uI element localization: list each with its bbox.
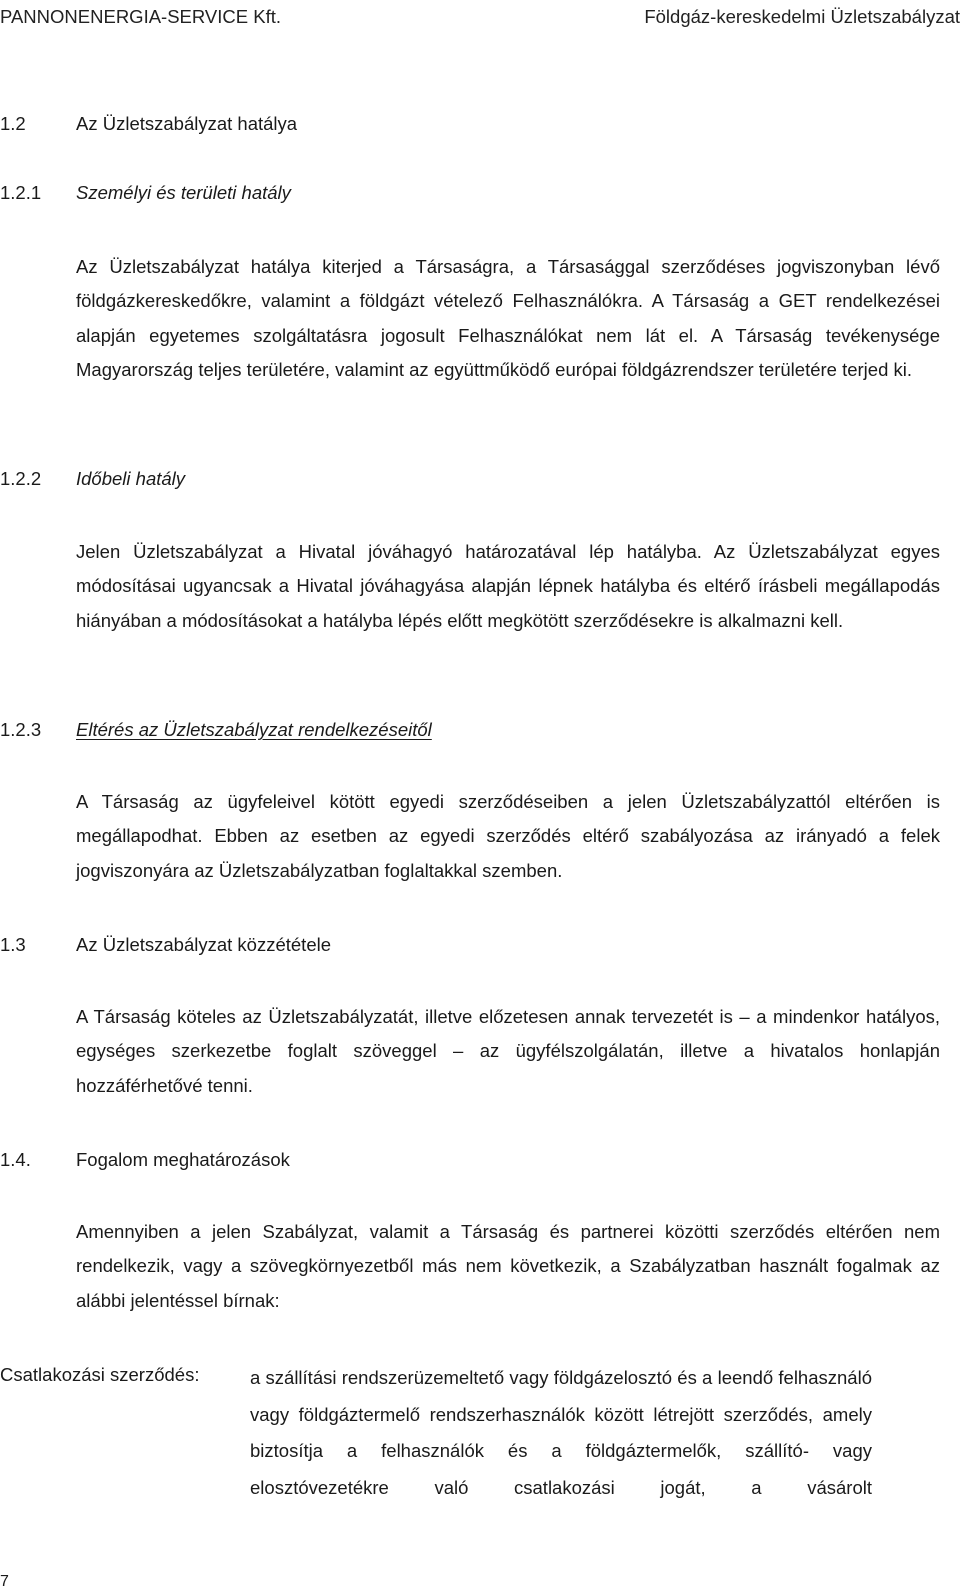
section-title: Az Üzletszabályzat közzététele — [76, 934, 332, 955]
definition-body: a szállítási rendszerüzemeltető vagy földgázelosztó és a leendő felhasználó vagy földgáztermelő rendszerhasználók között létrejött szerződés, amely biztosítja a felhasználók és a földgáztermelők, szállító- vagy elosztóvezetékre való csatlakozási jogát, a vásárolt — [250, 1367, 872, 1498]
section-1-3-paragraph — [76, 1000, 940, 1103]
section-number: 1.3 — [0, 934, 26, 955]
section-number: 1.2.2 — [0, 468, 42, 489]
paragraph-text: A Társaság köteles az Üzletszabályzatát, illetve előzetesen annak tervezetét is – a mindenkor hatályos, egységes szerkezetbe foglalt szöveggel – az ügyfélszolgálatán, illetve a hivatalos honlapján hozzáférhetővé tenni. — [76, 1006, 940, 1096]
section-number: 1.4. — [0, 1149, 31, 1170]
paragraph-text: Amennyiben a jelen Szabályzat, valamit a Társaság és partnerei közötti szerződés eltérően nem rendelkezik, vagy a szövegkörnyezetből más nem következik, a Szabályzatban használt fogalmak az alábbi jelentéssel bírnak: — [76, 1221, 940, 1311]
section-title: Eltérés az Üzletszabályzat rendelkezéseitől — [76, 719, 432, 740]
section-title: Fogalom meghatározások — [76, 1149, 290, 1170]
section-number: 1.2 — [0, 113, 26, 134]
section-1-2-2-paragraph — [76, 535, 940, 638]
section-title: Személyi és területi hatály — [76, 182, 291, 203]
page-number: 7 — [0, 1573, 9, 1590]
section-title: Időbeli hatály — [76, 468, 186, 489]
section-title: Az Üzletszabályzat hatálya — [76, 113, 298, 134]
section-number: 1.2.3 — [0, 719, 42, 740]
paragraph-text: A Társaság az ügyfeleivel kötött egyedi szerződéseiben a jelen Üzletszabályzattól eltérően is megállapodhat. Ebben az esetben az egyedi szerződés eltérő szabályozása az irányadó a felek jogviszonyára az Üzletszabályzatban foglaltakkal szemben. — [76, 791, 940, 881]
page-header-document-title: Földgáz-kereskedelmi Üzletszabályzat — [644, 6, 960, 27]
page-header-company: PANNONENERGIA-SERVICE Kft. — [0, 6, 281, 27]
section-number: 1.2.1 — [0, 182, 42, 203]
section-1-4-paragraph — [76, 1215, 940, 1318]
section-1-2-3-paragraph — [76, 785, 940, 888]
paragraph-text: Jelen Üzletszabályzat a Hivatal jóváhagyó határozatával lép hatályba. Az Üzletszabályzat egyes módosításai ugyancsak a Hivatal jóváhagyása alapján lépnek hatályba és eltérő írásbeli megállapodás hiányában a módosításokat a hatályba lépés előtt megkötött szerződésekre is alkalmazni kell. — [76, 541, 940, 631]
section-1-2-1-paragraph — [76, 250, 940, 387]
definition-term: Csatlakozási szerződés: — [0, 1364, 200, 1385]
paragraph-text: Az Üzletszabályzat hatálya kiterjed a Társaságra, a Társasággal szerződéses jogviszonyban lévő földgázkereskedőkre, valamint a földgázt vételező Felhasználókra. A Társaság a GET rendelkezései alapján egyetemes szolgáltatásra jogosult Felhasználókat nem lát el. A Társaság tevékenysége Magyarország teljes területére, valamint az együttműködő európai földgázrendszer területére terjed ki. — [76, 256, 940, 380]
